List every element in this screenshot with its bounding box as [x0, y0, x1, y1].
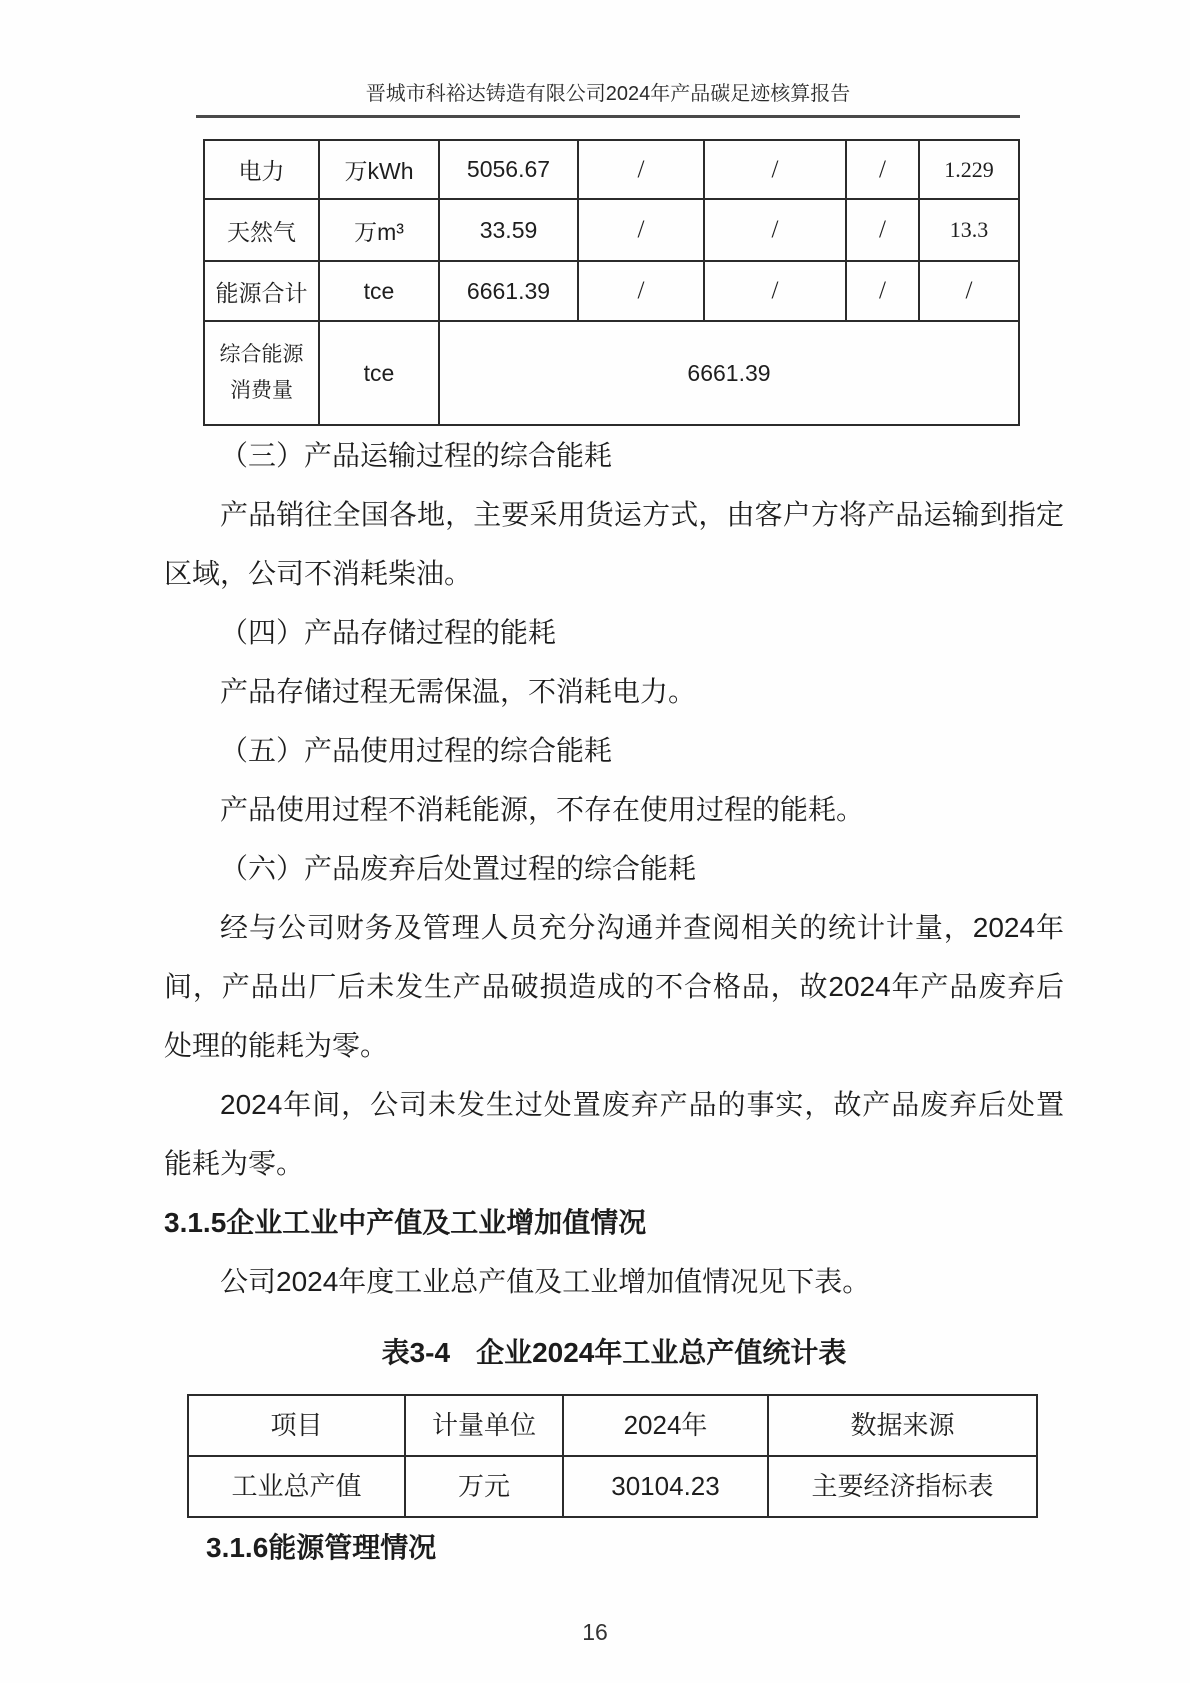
table-row-energy-total — [204, 261, 1019, 321]
row-label: 能源合计 — [204, 261, 319, 321]
cell-value: 30104.23 — [563, 1456, 768, 1517]
unit-cell: 万m³ — [319, 199, 439, 261]
value-cell: 6661.39 — [439, 261, 578, 321]
table-header-row — [188, 1395, 1037, 1456]
row-label: 天然气 — [204, 199, 319, 261]
paragraph-storage: 产品存储过程无需保温，不消耗电力。 — [220, 676, 697, 707]
table-row-comprehensive-energy — [204, 321, 1019, 425]
na-cell: / — [578, 261, 704, 321]
cell-unit: 万元 — [405, 1456, 563, 1517]
na-cell: / — [578, 199, 704, 261]
value-cell: 33.59 — [439, 199, 578, 261]
na-cell: / — [704, 140, 846, 199]
section-heading-3-1-5: 3.1.5企业工业中产值及工业增加值情况 — [164, 1207, 647, 1238]
na-cell: / — [704, 199, 846, 261]
page-number: 16 — [582, 1619, 608, 1645]
paragraph-transport: 产品销往全国各地，主要采用货运方式，由客户方将产品运输到指定区域，公司不消耗柴油。 — [164, 499, 1064, 589]
na-cell: / — [846, 140, 919, 199]
table-row-natural-gas — [204, 199, 1019, 261]
table-3-4-label: 表3-4 — [381, 1337, 451, 1368]
subheading-disposal-energy: （六）产品废弃后处置过程的综合能耗 — [220, 853, 697, 884]
value-cell: 5056.67 — [439, 140, 578, 199]
factor-cell: 13.3 — [919, 199, 1019, 261]
header-unit: 计量单位 — [405, 1395, 563, 1456]
row-label: 综合能源消费量 — [204, 321, 319, 425]
na-cell: / — [846, 199, 919, 261]
body-content — [164, 426, 1064, 1577]
factor-cell: 1.229 — [919, 140, 1019, 199]
header-year: 2024年 — [563, 1395, 768, 1456]
subheading-usage-energy: （五）产品使用过程的综合能耗 — [220, 735, 613, 766]
paragraph-disposal-2: 2024年间，公司未发生过处置废弃产品的事实，故产品废弃后处置能耗为零。 — [164, 1089, 1064, 1179]
unit-cell: tce — [319, 321, 439, 425]
unit-cell: 万kWh — [319, 140, 439, 199]
merged-value-cell: 6661.39 — [439, 321, 1019, 425]
na-cell: / — [846, 261, 919, 321]
na-cell: / — [704, 261, 846, 321]
paragraph-usage: 产品使用过程不消耗能源，不存在使用过程的能耗。 — [220, 794, 865, 825]
running-header — [196, 0, 1020, 118]
cell-item: 工业总产值 — [188, 1456, 405, 1517]
na-cell: / — [578, 140, 704, 199]
report-title: 晋城市科裕达铸造有限公司2024年产品碳足迹核算报告 — [196, 82, 1020, 118]
table-row-gross-output — [188, 1456, 1037, 1517]
subheading-transport-energy: （三）产品运输过程的综合能耗 — [220, 440, 613, 471]
subheading-storage-energy: （四）产品存储过程的能耗 — [220, 617, 557, 648]
cell-data-source: 主要经济指标表 — [768, 1456, 1037, 1517]
na-cell: / — [919, 261, 1019, 321]
unit-cell: tce — [319, 261, 439, 321]
paragraph-disposal-1: 经与公司财务及管理人员充分沟通并查阅相关的统计计量，2024年间，产品出厂后未发生产品破损造成的不合格品，故2024年产品废弃后处理的能耗为零。 — [164, 912, 1064, 1061]
table-row-electricity — [204, 140, 1019, 199]
table-3-4-title: 企业2024年工业总产值统计表 — [476, 1337, 847, 1368]
table-3-4-caption — [164, 1323, 1064, 1382]
header-data-source: 数据来源 — [768, 1395, 1037, 1456]
industrial-output-table — [187, 1394, 1038, 1518]
header-item: 项目 — [188, 1395, 405, 1456]
row-label: 电力 — [204, 140, 319, 199]
paragraph-output-intro: 公司2024年度工业总产值及工业增加值情况见下表。 — [220, 1266, 871, 1297]
section-heading-3-1-6: 3.1.6能源管理情况 — [206, 1532, 437, 1563]
energy-consumption-table — [203, 139, 1020, 426]
